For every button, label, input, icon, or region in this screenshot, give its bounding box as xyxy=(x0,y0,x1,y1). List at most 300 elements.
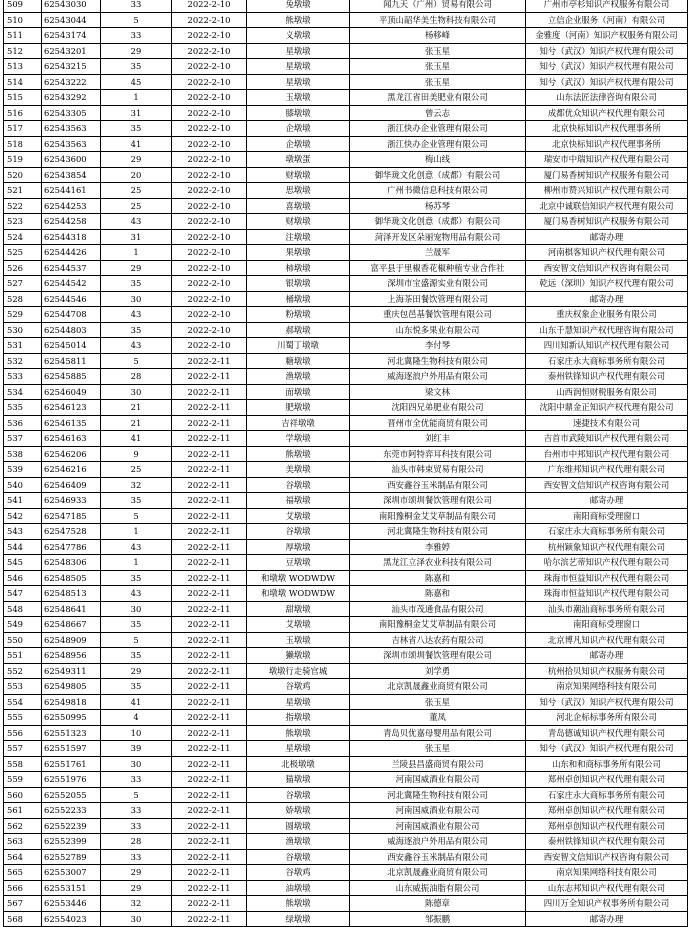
agency-cell: 郑州卓创知识产权代理有限公司 xyxy=(526,818,688,834)
applicant-cell: 杨苏琴 xyxy=(350,198,526,214)
class-cell: 1 xyxy=(101,245,172,261)
table-row xyxy=(4,632,688,648)
row-number-cell: 515 xyxy=(4,90,42,106)
table-row xyxy=(4,477,688,493)
row-number-cell: 547 xyxy=(4,586,42,602)
application-date-cell: 2022-2-11 xyxy=(172,787,247,803)
table-row xyxy=(4,493,688,509)
class-cell: 9 xyxy=(101,446,172,462)
table-row xyxy=(4,570,688,586)
application-number-cell: 62544161 xyxy=(42,183,101,199)
agency-cell: 厦门易香树知识产权服务有限公司 xyxy=(526,167,688,183)
application-date-cell: 2022-2-10 xyxy=(172,291,247,307)
table-row xyxy=(4,400,688,416)
application-date-cell: 2022-2-11 xyxy=(172,818,247,834)
trademark-cell: 糖墩墩 xyxy=(247,353,350,369)
application-number-cell: 62547786 xyxy=(42,539,101,555)
table-row xyxy=(4,245,688,261)
row-number-cell: 565 xyxy=(4,865,42,881)
applicant-cell: 山东威振油脂有限公司 xyxy=(350,880,526,896)
table-row xyxy=(4,291,688,307)
application-date-cell: 2022-2-11 xyxy=(172,694,247,710)
class-cell: 31 xyxy=(101,229,172,245)
agency-cell: 石家庄永大商标事务所有限公司 xyxy=(526,787,688,803)
agency-cell: 厦门易香树知识产权服务有限公司 xyxy=(526,214,688,230)
row-number-cell: 519 xyxy=(4,152,42,168)
agency-cell: 重庆权象企业服务有限公司 xyxy=(526,307,688,323)
table-row xyxy=(4,307,688,323)
agency-cell: 知兮（武汉）知识产权代理有限公司 xyxy=(526,74,688,90)
row-number-cell: 546 xyxy=(4,570,42,586)
table-row xyxy=(4,415,688,431)
table-row xyxy=(4,849,688,865)
applicant-cell: 河南国威酒业有限公司 xyxy=(350,772,526,788)
applicant-cell: 兰陵县昌盛商贸有限公司 xyxy=(350,756,526,772)
agency-cell: 郑州卓创知识产权代理有限公司 xyxy=(526,772,688,788)
applicant-cell: 河北冀隆生物科技有限公司 xyxy=(350,787,526,803)
application-number-cell: 62543600 xyxy=(42,152,101,168)
trademark-cell: 学墩墩 xyxy=(247,431,350,447)
application-date-cell: 2022-2-11 xyxy=(172,586,247,602)
application-date-cell: 2022-2-10 xyxy=(172,245,247,261)
class-cell: 35 xyxy=(101,570,172,586)
applicant-cell: 曾云志 xyxy=(350,105,526,121)
class-cell: 35 xyxy=(101,322,172,338)
row-number-cell: 545 xyxy=(4,555,42,571)
trademark-cell: 熊墩墩 xyxy=(247,725,350,741)
class-cell: 35 xyxy=(101,679,172,695)
application-number-cell: 62552789 xyxy=(42,849,101,865)
application-number-cell: 62553151 xyxy=(42,880,101,896)
application-number-cell: 62548306 xyxy=(42,555,101,571)
table-row xyxy=(4,43,688,59)
agency-cell: 山东和和商标事务所有限公司 xyxy=(526,756,688,772)
agency-cell: 泰州铁锋知识产权代理有限公司 xyxy=(526,834,688,850)
applicant-cell: 富平县于里椒香花椒种植专业合作社 xyxy=(350,260,526,276)
table-row xyxy=(4,28,688,44)
class-cell: 30 xyxy=(101,601,172,617)
application-date-cell: 2022-2-10 xyxy=(172,105,247,121)
class-cell: 43 xyxy=(101,586,172,602)
row-number-cell: 531 xyxy=(4,338,42,354)
application-date-cell: 2022-2-10 xyxy=(172,43,247,59)
table-row xyxy=(4,694,688,710)
table-row xyxy=(4,167,688,183)
row-number-cell: 514 xyxy=(4,74,42,90)
class-cell: 29 xyxy=(101,880,172,896)
applicant-cell: 汕头市韩束贸易有限公司 xyxy=(350,462,526,478)
table-row xyxy=(4,183,688,199)
agency-cell: 柳州市赞兴知识产权代理有限公司 xyxy=(526,183,688,199)
trademark-cell: 谷墩墩 xyxy=(247,849,350,865)
table-row xyxy=(4,446,688,462)
agency-cell: 汕头市潮汕商标事务所有限公司 xyxy=(526,601,688,617)
applicant-cell: 兰晟军 xyxy=(350,245,526,261)
application-date-cell: 2022-2-10 xyxy=(172,229,247,245)
table-row xyxy=(4,756,688,772)
application-number-cell: 62543174 xyxy=(42,28,101,44)
row-number-cell: 523 xyxy=(4,214,42,230)
class-cell: 35 xyxy=(101,59,172,75)
application-number-cell: 62544253 xyxy=(42,198,101,214)
trademark-cell: 油墩墩 xyxy=(247,880,350,896)
row-number-cell: 538 xyxy=(4,446,42,462)
agency-cell: 吉首市武陵知识产权代理有限公司 xyxy=(526,431,688,447)
agency-cell: 金雅度（河南）知识产权服务有限公司 xyxy=(526,28,688,44)
application-date-cell: 2022-2-11 xyxy=(172,772,247,788)
row-number-cell: 518 xyxy=(4,136,42,152)
applicant-cell: 御华珑文化创意（成都）有限公司 xyxy=(350,167,526,183)
trademark-cell: 财墩墩 xyxy=(247,167,350,183)
class-cell: 5 xyxy=(101,632,172,648)
agency-cell: 立信企业服务（河南）有限公司 xyxy=(526,12,688,28)
trademark-cell: 厚墩墩 xyxy=(247,539,350,555)
application-number-cell: 62544542 xyxy=(42,276,101,292)
applicant-cell: 河北冀隆生物科技有限公司 xyxy=(350,353,526,369)
class-cell: 33 xyxy=(101,818,172,834)
class-cell: 39 xyxy=(101,741,172,757)
application-date-cell: 2022-2-11 xyxy=(172,896,247,912)
table-row xyxy=(4,260,688,276)
table-row xyxy=(4,59,688,75)
row-number-cell: 541 xyxy=(4,493,42,509)
trademark-cell: 吉祥墩墩 xyxy=(247,415,350,431)
trademark-cell: 财墩墩 xyxy=(247,214,350,230)
application-date-cell: 2022-2-10 xyxy=(172,338,247,354)
table-row xyxy=(4,617,688,633)
agency-cell: 乾远（深圳）知识产权代理有限公司 xyxy=(526,276,688,292)
class-cell: 30 xyxy=(101,291,172,307)
class-cell: 32 xyxy=(101,477,172,493)
application-date-cell: 2022-2-11 xyxy=(172,663,247,679)
application-number-cell: 62553446 xyxy=(42,896,101,912)
row-number-cell: 555 xyxy=(4,710,42,726)
applicant-cell: 上海茶田餐饮管理有限公司 xyxy=(350,291,526,307)
trademark-cell: 熊墩墩 xyxy=(247,896,350,912)
applicant-cell: 广州书微信息科技有限公司 xyxy=(350,183,526,199)
trademark-cell: 和墩墩 WODWDW xyxy=(247,586,350,602)
agency-cell: 知兮（武汉）知识产权代理有限公司 xyxy=(526,59,688,75)
class-cell: 5 xyxy=(101,12,172,28)
table-row xyxy=(4,74,688,90)
row-number-cell: 559 xyxy=(4,772,42,788)
table-row xyxy=(4,276,688,292)
class-cell: 28 xyxy=(101,369,172,385)
class-cell: 21 xyxy=(101,415,172,431)
class-cell: 30 xyxy=(101,911,172,927)
agency-cell: 四川知新认知识产权代理有限公司 xyxy=(526,338,688,354)
row-number-cell: 510 xyxy=(4,12,42,28)
agency-cell: 广州市亭杉知识产权服务有限公司 xyxy=(526,0,688,12)
application-number-cell: 62552239 xyxy=(42,818,101,834)
applicant-cell: 张玉星 xyxy=(350,43,526,59)
row-number-cell: 550 xyxy=(4,632,42,648)
table-row xyxy=(4,353,688,369)
agency-cell: 邮寄办理 xyxy=(526,291,688,307)
table-row xyxy=(4,539,688,555)
class-cell: 29 xyxy=(101,865,172,881)
table-row xyxy=(4,911,688,927)
application-date-cell: 2022-2-10 xyxy=(172,12,247,28)
applicant-cell: 深圳市宝盛源实业有限公司 xyxy=(350,276,526,292)
applicant-cell: 汕头市茂通食品有限公司 xyxy=(350,601,526,617)
class-cell: 1 xyxy=(101,555,172,571)
application-number-cell: 62543201 xyxy=(42,43,101,59)
row-number-cell: 543 xyxy=(4,524,42,540)
application-number-cell: 62547185 xyxy=(42,508,101,524)
applicant-cell: 西安鑫谷玉米制品有限公司 xyxy=(350,477,526,493)
application-number-cell: 62546049 xyxy=(42,384,101,400)
applicant-cell: 河南国威酒业有限公司 xyxy=(350,803,526,819)
table-row xyxy=(4,710,688,726)
application-number-cell: 62543044 xyxy=(42,12,101,28)
application-date-cell: 2022-2-11 xyxy=(172,353,247,369)
application-date-cell: 2022-2-10 xyxy=(172,276,247,292)
application-date-cell: 2022-2-11 xyxy=(172,725,247,741)
trademark-cell: 墩墩蛋 xyxy=(247,152,350,168)
agency-cell: 郑州卓创知识产权代理有限公司 xyxy=(526,803,688,819)
agency-cell: 山西润恒财税服务有限公司 xyxy=(526,384,688,400)
row-number-cell: 537 xyxy=(4,431,42,447)
application-date-cell: 2022-2-11 xyxy=(172,648,247,664)
row-number-cell: 562 xyxy=(4,818,42,834)
applicant-cell: 山东悦多果业有限公司 xyxy=(350,322,526,338)
agency-cell: 青岛德诚知识产权代理有限公司 xyxy=(526,725,688,741)
application-date-cell: 2022-2-11 xyxy=(172,710,247,726)
table-row xyxy=(4,725,688,741)
table-row xyxy=(4,136,688,152)
trademark-cell: 谷墩鸡 xyxy=(247,679,350,695)
trademark-cell: 熊墩墩 xyxy=(247,12,350,28)
agency-cell: 西安智文信知识产权咨询有限公司 xyxy=(526,849,688,865)
agency-cell: 西安智文信知识产权咨询有限公司 xyxy=(526,477,688,493)
application-date-cell: 2022-2-11 xyxy=(172,601,247,617)
class-cell: 29 xyxy=(101,43,172,59)
class-cell: 43 xyxy=(101,307,172,323)
applicant-cell: 浙江快办企业管理有限公司 xyxy=(350,121,526,137)
row-number-cell: 544 xyxy=(4,539,42,555)
table-row xyxy=(4,90,688,106)
applicant-cell: 北京凯晟鑫业商贸有限公司 xyxy=(350,679,526,695)
trademark-cell: 星墩墩 xyxy=(247,694,350,710)
applicant-cell: 吉林省八达农药有限公司 xyxy=(350,632,526,648)
application-date-cell: 2022-2-10 xyxy=(172,183,247,199)
class-cell: 5 xyxy=(101,508,172,524)
class-cell: 4 xyxy=(101,710,172,726)
agency-cell: 知兮（武汉）知识产权代理有限公司 xyxy=(526,43,688,59)
agency-cell: 泰州铁锋知识产权代理有限公司 xyxy=(526,369,688,385)
table-row xyxy=(4,0,688,12)
trademark-cell: 膝墩墩 xyxy=(247,105,350,121)
application-date-cell: 2022-2-11 xyxy=(172,477,247,493)
table-row xyxy=(4,322,688,338)
agency-cell: 石家庄永大商标事务所有限公司 xyxy=(526,524,688,540)
application-date-cell: 2022-2-11 xyxy=(172,524,247,540)
application-number-cell: 62547528 xyxy=(42,524,101,540)
applicant-cell: 南阳豫桐金艾艾草制品有限公司 xyxy=(350,508,526,524)
trademark-cell: 艾墩墩 xyxy=(247,617,350,633)
application-date-cell: 2022-2-11 xyxy=(172,756,247,772)
applicant-cell: 河南国威酒业有限公司 xyxy=(350,818,526,834)
applicant-cell: 陈嘉和 xyxy=(350,586,526,602)
application-date-cell: 2022-2-11 xyxy=(172,508,247,524)
table-row xyxy=(4,431,688,447)
application-date-cell: 2022-2-10 xyxy=(172,0,247,12)
trademark-cell: 渔墩墩 xyxy=(247,834,350,850)
table-row xyxy=(4,834,688,850)
agency-cell: 邮寄办理 xyxy=(526,493,688,509)
agency-cell: 哈尔滨艺蒂知识产权代理有限公司 xyxy=(526,555,688,571)
trademark-cell: 谷墩墩 xyxy=(247,524,350,540)
trademark-cell: 星墩墩 xyxy=(247,59,350,75)
agency-cell: 山东法匠法律咨询有限公司 xyxy=(526,90,688,106)
class-cell: 21 xyxy=(101,400,172,416)
application-date-cell: 2022-2-10 xyxy=(172,322,247,338)
class-cell: 33 xyxy=(101,28,172,44)
row-number-cell: 564 xyxy=(4,849,42,865)
row-number-cell: 557 xyxy=(4,741,42,757)
class-cell: 45 xyxy=(101,74,172,90)
applicant-cell: 深圳市颂圳餐饮管理有限公司 xyxy=(350,648,526,664)
application-date-cell: 2022-2-10 xyxy=(172,198,247,214)
class-cell: 35 xyxy=(101,493,172,509)
agency-cell: 台州市中邦知识产权代理有限公司 xyxy=(526,446,688,462)
row-number-cell: 554 xyxy=(4,694,42,710)
trademark-cell: 艾墩墩 xyxy=(247,508,350,524)
agency-cell: 山东志邦知识产权代理有限公司 xyxy=(526,880,688,896)
applicant-cell: 张玉星 xyxy=(350,694,526,710)
trademark-cell: 豆墩墩 xyxy=(247,555,350,571)
application-date-cell: 2022-2-10 xyxy=(172,136,247,152)
agency-cell: 北京快标知识产权代理事务所 xyxy=(526,136,688,152)
agency-cell: 北京中诚联信知识产权代理有限公司 xyxy=(526,198,688,214)
agency-cell: 珠海市恒益知识产权代理有限公司 xyxy=(526,586,688,602)
table-row xyxy=(4,555,688,571)
application-date-cell: 2022-2-11 xyxy=(172,431,247,447)
application-date-cell: 2022-2-11 xyxy=(172,865,247,881)
applicant-cell: 刘学勇 xyxy=(350,663,526,679)
table-row xyxy=(4,338,688,354)
table-row xyxy=(4,880,688,896)
agency-cell: 瑞安市中瑞知识产权代理有限公司 xyxy=(526,152,688,168)
application-date-cell: 2022-2-11 xyxy=(172,880,247,896)
class-cell: 20 xyxy=(101,167,172,183)
trademark-cell: 桶墩墩 xyxy=(247,291,350,307)
class-cell: 43 xyxy=(101,338,172,354)
row-number-cell: 517 xyxy=(4,121,42,137)
application-date-cell: 2022-2-10 xyxy=(172,90,247,106)
application-number-cell: 62544546 xyxy=(42,291,101,307)
class-cell: 43 xyxy=(101,539,172,555)
application-number-cell: 62548909 xyxy=(42,632,101,648)
applicant-cell: 平顶山韶华美生物科技有限公司 xyxy=(350,12,526,28)
row-number-cell: 535 xyxy=(4,400,42,416)
applicant-cell: 梅山线 xyxy=(350,152,526,168)
class-cell: 29 xyxy=(101,260,172,276)
trademark-cell: 和墩墩 WODWDW xyxy=(247,570,350,586)
application-date-cell: 2022-2-11 xyxy=(172,539,247,555)
applicant-cell: 李付琴 xyxy=(350,338,526,354)
application-number-cell: 62543305 xyxy=(42,105,101,121)
applicant-cell: 河北冀隆生物科技有限公司 xyxy=(350,524,526,540)
application-date-cell: 2022-2-11 xyxy=(172,555,247,571)
applicant-cell: 李雅婷 xyxy=(350,539,526,555)
table-row xyxy=(4,787,688,803)
row-number-cell: 532 xyxy=(4,353,42,369)
row-number-cell: 567 xyxy=(4,896,42,912)
class-cell: 32 xyxy=(101,896,172,912)
agency-cell: 珠海市恒益知识产权代理有限公司 xyxy=(526,570,688,586)
agency-cell: 广东维邦知识产权代理有限公司 xyxy=(526,462,688,478)
trademark-cell: 星墩墩 xyxy=(247,74,350,90)
table-row xyxy=(4,648,688,664)
table-row xyxy=(4,121,688,137)
applicant-cell: 杨移峰 xyxy=(350,28,526,44)
trademark-cell: 果墩墩 xyxy=(247,245,350,261)
application-date-cell: 2022-2-11 xyxy=(172,446,247,462)
application-date-cell: 2022-2-11 xyxy=(172,415,247,431)
application-date-cell: 2022-2-11 xyxy=(172,632,247,648)
application-date-cell: 2022-2-11 xyxy=(172,384,247,400)
application-date-cell: 2022-2-11 xyxy=(172,400,247,416)
trademark-cell: 郝墩墩 xyxy=(247,322,350,338)
trademark-cell: 星墩墩 xyxy=(247,43,350,59)
row-number-cell: 568 xyxy=(4,911,42,927)
row-number-cell: 566 xyxy=(4,880,42,896)
table-row xyxy=(4,772,688,788)
applicant-cell: 威海逐浪户外用品有限公司 xyxy=(350,834,526,850)
agency-cell: 速捷技术有限公司 xyxy=(526,415,688,431)
applicant-cell: 张玉星 xyxy=(350,741,526,757)
application-number-cell: 62554023 xyxy=(42,911,101,927)
row-number-cell: 552 xyxy=(4,663,42,679)
applicant-cell: 威海逐浪户外用品有限公司 xyxy=(350,369,526,385)
applicant-cell: 东莞市阿特弈耳科技有限公司 xyxy=(350,446,526,462)
application-number-cell: 62543030 xyxy=(42,0,101,12)
agency-cell: 河南棋客知识产权代理有限公司 xyxy=(526,245,688,261)
application-number-cell: 62543215 xyxy=(42,59,101,75)
applicant-cell: 北京凯晟鑫业商贸有限公司 xyxy=(350,865,526,881)
application-number-cell: 62548641 xyxy=(42,601,101,617)
application-number-cell: 62551761 xyxy=(42,756,101,772)
trademark-application-table xyxy=(3,0,688,927)
application-number-cell: 62549805 xyxy=(42,679,101,695)
application-number-cell: 62551597 xyxy=(42,741,101,757)
application-number-cell: 62544426 xyxy=(42,245,101,261)
application-date-cell: 2022-2-11 xyxy=(172,493,247,509)
class-cell: 41 xyxy=(101,431,172,447)
row-number-cell: 548 xyxy=(4,601,42,617)
row-number-cell: 540 xyxy=(4,477,42,493)
trademark-cell: 喜墩墩 xyxy=(247,198,350,214)
applicant-cell: 董凤 xyxy=(350,710,526,726)
application-date-cell: 2022-2-11 xyxy=(172,911,247,927)
application-number-cell: 62552055 xyxy=(42,787,101,803)
applicant-cell: 刘红丰 xyxy=(350,431,526,447)
trademark-cell: 福墩墩 xyxy=(247,493,350,509)
row-number-cell: 528 xyxy=(4,291,42,307)
agency-cell: 知兮（武汉）知识产权代理有限公司 xyxy=(526,741,688,757)
application-number-cell: 62544537 xyxy=(42,260,101,276)
agency-cell: 邮寄办理 xyxy=(526,229,688,245)
application-number-cell: 62544708 xyxy=(42,307,101,323)
table-row xyxy=(4,462,688,478)
applicant-cell: 张玉星 xyxy=(350,74,526,90)
class-cell: 29 xyxy=(101,663,172,679)
application-number-cell: 62546206 xyxy=(42,446,101,462)
application-date-cell: 2022-2-10 xyxy=(172,74,247,90)
trademark-cell: 企墩墩 xyxy=(247,136,350,152)
